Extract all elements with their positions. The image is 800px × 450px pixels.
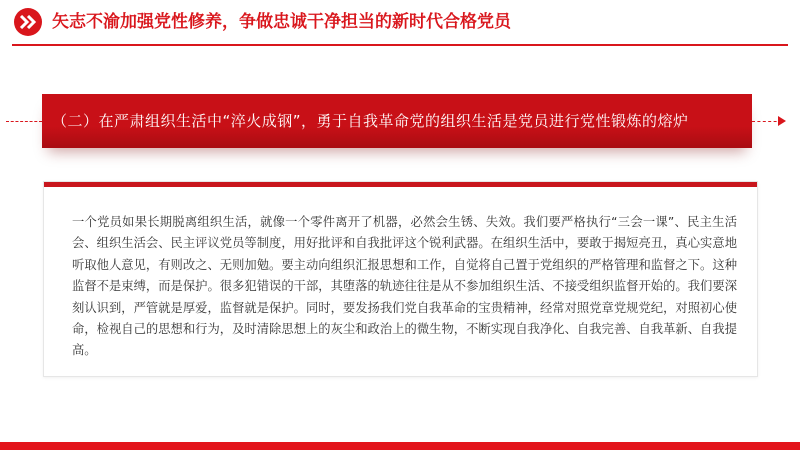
logo-badge bbox=[14, 8, 42, 36]
arrow-right-icon bbox=[778, 116, 786, 126]
title-divider bbox=[12, 44, 788, 46]
section-banner bbox=[42, 94, 752, 148]
section-heading: （二）在严肃组织生活中“淬火成钢”，勇于自我革命党的组织生活是党员进行党性锻炼的熔炉 bbox=[52, 112, 689, 130]
page-title: 矢志不渝加强党性修养，争做忠诚干净担当的新时代合格党员 bbox=[52, 12, 511, 32]
double-chevron-right-icon bbox=[19, 15, 37, 29]
section-banner-wrapper bbox=[0, 88, 800, 158]
card-accent-bar bbox=[44, 182, 757, 187]
content-card bbox=[43, 181, 758, 377]
dashed-line-left bbox=[6, 121, 42, 122]
content-paragraph: 一个党员如果长期脱离组织生活，就像一个零件离开了机器，必然会生锈、失效。我们要严格执行“三会一课”、民主生活会、组织生活会、民主评议党员等制度，用好批评和自我批评这个锐利武器。在组织生活中，要敢于揭短亮丑，真心实意地听取他人意见，有则改之、无则加勉。要主动向组织汇报思想和工作，自觉将自己置于党组织的严格管理和监督之下。这种监督不是束缚，而是保护。很多犯错误的干部，其堕落的轨迹往往是从不参加组织生活、不接受组织监督开始的。我们要深刻认识到，严管就是厚爱，监督就是保护。同时，要发扬我们党自我革命的宝贵精神，经常对照党章党规党纪，对照初心使命，检视自己的思想和行为，及时清除思想上的灰尘和政治上的微生物，不断实现自我净化、自我完善、自我革新、自我提高。 bbox=[72, 215, 737, 358]
footer-bar bbox=[0, 442, 800, 450]
